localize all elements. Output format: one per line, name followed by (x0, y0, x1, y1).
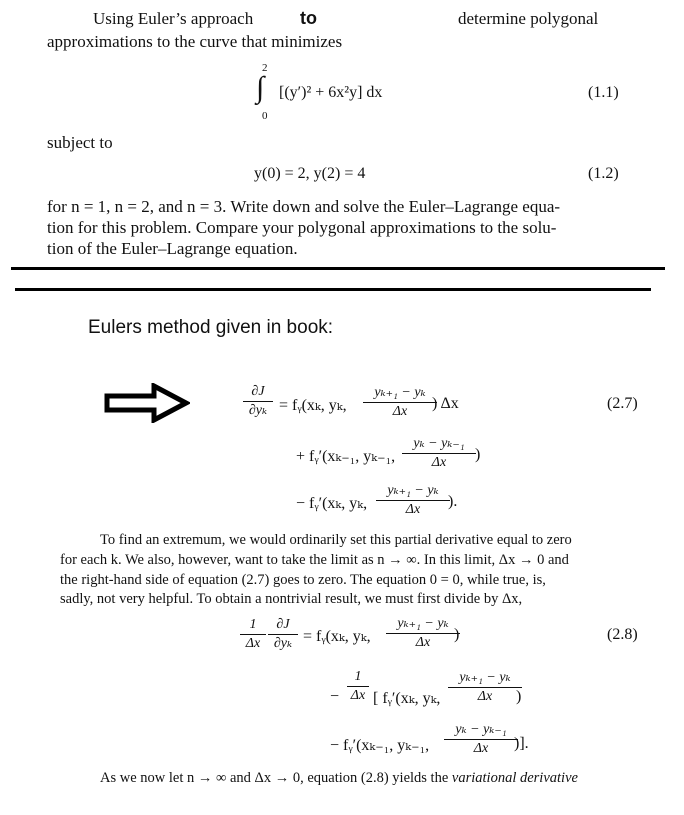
eq28-lhs1-fraction (240, 617, 266, 652)
fraction-bar (347, 686, 369, 687)
eq28-row2-fnum: 1 (354, 669, 362, 684)
fraction-bar (240, 634, 266, 635)
eq28-row2-post: ) (516, 688, 522, 705)
eq28-row1-pre: = fᵧ(xₖ, yₖ, (303, 628, 371, 645)
separator-rule-top (11, 267, 665, 270)
eq28-row1-post: ) (454, 626, 460, 643)
equation-number-1-1: (1.1) (588, 84, 619, 101)
book-para-line1: To find an extremum, we would ordinarily set this partial derivative equal to zero (100, 532, 572, 548)
eq28-row2-fden: Δx (350, 688, 366, 703)
eq28-row1-fraction (386, 616, 460, 651)
book-para-line3: the right-hand side of equation (2.7) goes to zero. The equation 0 = 0, while true, is, (60, 572, 546, 588)
right-arrow-icon (104, 383, 190, 423)
eq28-lhs2-num: ∂J (276, 617, 290, 632)
problem-line1-b: determine polygonal (458, 9, 599, 28)
eq27-row1-den: Δx (392, 404, 408, 419)
eq28-lhs1-num: 1 (249, 617, 257, 632)
problem-line1-to: to (300, 8, 317, 28)
problem-para-line1: for n = 1, n = 2, and n = 3. Write down and solve the Euler–Lagrange equa- (47, 197, 561, 216)
book-para-line4: sadly, not very helpful. To obtain a nontrivial result, we must first divide by Δx, (60, 591, 523, 607)
eq28-row1-den: Δx (415, 635, 431, 650)
eq28-row3-pre: − fᵧ′(xₖ₋₁, yₖ₋₁, (330, 737, 430, 754)
eq27-row2-pre: + fᵧ′(xₖ₋₁, yₖ₋₁, (296, 448, 396, 465)
separator-rule-bottom (15, 288, 651, 291)
eq27-row2-post: ) (475, 446, 481, 463)
problem-para-line2: tion for this problem. Compare your polygonal approximations to the solu- (47, 218, 557, 237)
integral-lower: 0 (262, 110, 268, 122)
problem-line2: approximations to the curve that minimizes (47, 32, 343, 51)
equation-number-1-2: (1.2) (588, 165, 619, 182)
integral-upper: 2 (262, 62, 268, 74)
eq27-row3-den: Δx (405, 502, 421, 517)
fraction-bar (363, 402, 437, 403)
integral-sign: ∫ (256, 71, 265, 104)
eq27-row2-den: Δx (431, 455, 447, 470)
constraints: y(0) = 2, y(2) = 4 (254, 165, 366, 182)
eq28-row3-den: Δx (473, 741, 489, 756)
eq27-lhs-fraction (243, 384, 273, 419)
eq27-row2-fraction (402, 436, 476, 471)
fraction-bar (376, 500, 450, 501)
fraction-bar (444, 739, 518, 740)
eq28-lhs1-den: Δx (245, 636, 261, 651)
eq27-row3-num: yₖ₊₁ − yₖ (387, 483, 439, 498)
book-final-line (100, 769, 578, 789)
fraction-bar (268, 634, 298, 635)
book-para-line2: for each k. We also, however, want to take the limit as n → ∞. In this limit, Δx → 0 and (60, 552, 569, 568)
eq27-lhs-den: ∂yₖ (248, 403, 268, 418)
eq27-lhs-num: ∂J (251, 384, 265, 399)
eq27-row1-num: yₖ₊₁ − yₖ (374, 385, 426, 400)
eq27-row3-fraction (376, 483, 450, 518)
eq28-row2-coef-fraction (347, 669, 369, 704)
equation-number-2-7: (2.7) (607, 395, 638, 412)
problem-para-line3: tion of the Euler–Lagrange equation. (47, 239, 298, 258)
eq27-row1-pre: = fᵧ(xₖ, yₖ, (279, 397, 347, 414)
eq27-row3-post: ). (448, 493, 458, 510)
eq28-row1-num: yₖ₊₁ − yₖ (397, 616, 449, 631)
eq28-lhs2-fraction (268, 617, 298, 652)
eq28-row3-num: yₖ − yₖ₋₁ (455, 722, 507, 737)
book-final-line-a: As we now let n → ∞ and Δx → 0, equation (2.8) yields the (100, 770, 449, 786)
fraction-bar (243, 401, 273, 402)
book-final-line-b: variational derivative (451, 770, 578, 786)
eq28-row2-den: Δx (477, 689, 493, 704)
fraction-bar (386, 633, 460, 634)
book-heading: Eulers method given in book: (88, 317, 334, 338)
eq28-row2-sign: − (330, 688, 340, 705)
subject-to: subject to (47, 133, 113, 152)
eq28-row2-pre: [ fᵧ′(xₖ, yₖ, (373, 690, 441, 707)
eq27-row2-num: yₖ − yₖ₋₁ (413, 436, 465, 451)
eq28-lhs2-den: ∂yₖ (273, 636, 293, 651)
problem-line1-a: Using Euler’s approach (93, 9, 254, 28)
eq27-row1-fraction (363, 385, 437, 420)
fraction-bar (402, 453, 476, 454)
eq27-row3-pre: − fᵧ′(xₖ, yₖ, (296, 495, 368, 512)
eq28-row2-num: yₖ₊₁ − yₖ (459, 670, 511, 685)
eq28-row3-post: )]. (514, 735, 529, 752)
eq27-row1-post: ) Δx (432, 395, 459, 412)
equation-number-2-8: (2.8) (607, 626, 638, 643)
eq28-row3-fraction (444, 722, 518, 757)
eq28-row2-fraction (448, 670, 522, 705)
fraction-bar (448, 687, 522, 688)
integrand: [(y′)² + 6x²y] dx (279, 84, 383, 101)
